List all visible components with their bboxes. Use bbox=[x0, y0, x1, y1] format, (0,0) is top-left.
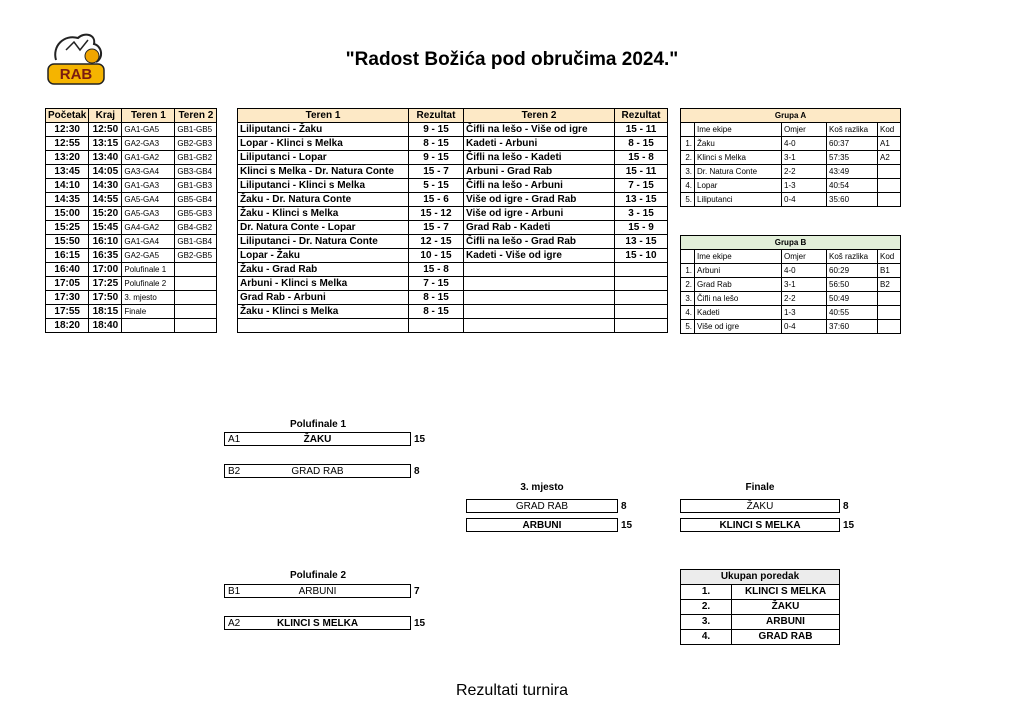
place: 2. bbox=[681, 600, 732, 615]
final-top-score: 8 bbox=[843, 501, 849, 512]
semifinal-2-top-score: 7 bbox=[414, 586, 420, 597]
court1-result: 9 - 15 bbox=[409, 123, 464, 137]
court2-result bbox=[615, 263, 668, 277]
group-a-header-code: Kod bbox=[878, 123, 901, 137]
team-name: GRAD RAB bbox=[515, 501, 569, 512]
results-row bbox=[238, 193, 668, 207]
start-time: 13:20 bbox=[46, 151, 89, 165]
court2-match: Čifli na lešo - Više od igre bbox=[464, 123, 615, 137]
schedule-row bbox=[46, 221, 217, 235]
qualification-code bbox=[878, 165, 901, 179]
overall-standings-table bbox=[680, 569, 840, 645]
court2-result: 15 - 11 bbox=[615, 165, 668, 179]
group-a-header-team: Ime ekipe bbox=[695, 123, 782, 137]
footer-caption: Rezultati turnira bbox=[455, 682, 569, 699]
court1-result: 10 - 15 bbox=[409, 249, 464, 263]
team-code: A2 bbox=[228, 618, 241, 629]
team-name: ARBUNI bbox=[732, 615, 840, 630]
court2-match: Kadeti - Arbuni bbox=[464, 137, 615, 151]
third-place-title: 3. mjesto bbox=[520, 482, 564, 493]
results-row bbox=[238, 277, 668, 291]
header-result1: Rezultat bbox=[409, 109, 464, 123]
group-a-table bbox=[680, 108, 901, 207]
group-b-header-ratio: Omjer bbox=[782, 250, 827, 264]
group-row bbox=[681, 320, 901, 334]
group-a-header-ratio: Omjer bbox=[782, 123, 827, 137]
semifinal-1-bottom-score: 8 bbox=[414, 466, 420, 477]
court1-result: 7 - 15 bbox=[409, 277, 464, 291]
court2-pairing bbox=[175, 263, 217, 277]
court2-pairing: GB1-GB3 bbox=[175, 179, 217, 193]
court1-match: Žaku - Grad Rab bbox=[238, 263, 409, 277]
header-court1-match: Teren 1 bbox=[238, 109, 409, 123]
final-title: Finale bbox=[745, 482, 775, 493]
overall-row bbox=[681, 585, 840, 600]
schedule-row bbox=[46, 235, 217, 249]
overall-row bbox=[681, 630, 840, 645]
court2-pairing: GB2-GB5 bbox=[175, 249, 217, 263]
end-time: 14:55 bbox=[89, 193, 122, 207]
overall-row bbox=[681, 600, 840, 615]
start-time: 15:00 bbox=[46, 207, 89, 221]
group-row bbox=[681, 306, 901, 320]
court2-result: 8 - 15 bbox=[615, 137, 668, 151]
point-difference: 37:60 bbox=[827, 320, 878, 334]
start-time: 15:50 bbox=[46, 235, 89, 249]
court1-match: Liliputanci - Lopar bbox=[238, 151, 409, 165]
team-name: ŽAKU bbox=[732, 600, 840, 615]
court1-pairing bbox=[122, 319, 175, 333]
court2-pairing: GB2-GB3 bbox=[175, 137, 217, 151]
schedule-row bbox=[46, 249, 217, 263]
end-time: 16:10 bbox=[89, 235, 122, 249]
court2-pairing bbox=[175, 305, 217, 319]
court1-pairing: Finale bbox=[122, 305, 175, 319]
court1-match: Lopar - Žaku bbox=[238, 249, 409, 263]
qualification-code bbox=[878, 193, 901, 207]
rank: 4. bbox=[681, 306, 695, 320]
team-name: Grad Rab bbox=[695, 278, 782, 292]
end-time: 18:15 bbox=[89, 305, 122, 319]
team-name: GRAD RAB bbox=[732, 630, 840, 645]
results-row bbox=[238, 165, 668, 179]
rank: 5. bbox=[681, 320, 695, 334]
court2-match bbox=[464, 277, 615, 291]
court2-match: Kadeti - Više od igre bbox=[464, 249, 615, 263]
start-time: 14:35 bbox=[46, 193, 89, 207]
court2-result bbox=[615, 319, 668, 333]
third-place-top-team bbox=[466, 499, 618, 513]
overall-row bbox=[681, 615, 840, 630]
court1-pairing: Polufinale 1 bbox=[122, 263, 175, 277]
group-row bbox=[681, 137, 901, 151]
court2-result: 15 - 11 bbox=[615, 123, 668, 137]
end-time: 14:05 bbox=[89, 165, 122, 179]
court2-result: 15 - 9 bbox=[615, 221, 668, 235]
win-loss: 2-2 bbox=[782, 165, 827, 179]
team-name: KLINCI S MELKA bbox=[719, 520, 801, 531]
group-a-title: Grupa A bbox=[681, 109, 901, 123]
court2-result: 13 - 15 bbox=[615, 193, 668, 207]
team-name: ARBUNI bbox=[298, 586, 337, 597]
start-time: 12:55 bbox=[46, 137, 89, 151]
team-name: Lopar bbox=[695, 179, 782, 193]
court2-match: Više od igre - Arbuni bbox=[464, 207, 615, 221]
point-difference: 60:29 bbox=[827, 264, 878, 278]
court1-pairing: GA5-GA4 bbox=[122, 193, 175, 207]
court2-pairing: GB5-GB3 bbox=[175, 207, 217, 221]
rank: 1. bbox=[681, 264, 695, 278]
group-row bbox=[681, 292, 901, 306]
schedule-row bbox=[46, 319, 217, 333]
court2-match: Arbuni - Grad Rab bbox=[464, 165, 615, 179]
start-time: 15:25 bbox=[46, 221, 89, 235]
team-name: Kadeti bbox=[695, 306, 782, 320]
win-loss: 4-0 bbox=[782, 264, 827, 278]
group-b-header-team: Ime ekipe bbox=[695, 250, 782, 264]
court1-pairing: GA5-GA3 bbox=[122, 207, 175, 221]
semifinal-1-title: Polufinale 1 bbox=[289, 419, 347, 430]
schedule-row bbox=[46, 123, 217, 137]
team-name: Žaku bbox=[695, 137, 782, 151]
schedule-row bbox=[46, 305, 217, 319]
start-time: 14:10 bbox=[46, 179, 89, 193]
page-title: "Radost Božića pod obručima 2024." bbox=[345, 49, 679, 70]
schedule-row bbox=[46, 291, 217, 305]
group-row bbox=[681, 193, 901, 207]
qualification-code: A2 bbox=[878, 151, 901, 165]
header-result2: Rezultat bbox=[615, 109, 668, 123]
header-start: Početak bbox=[46, 109, 89, 123]
semifinal-2-title: Polufinale 2 bbox=[289, 570, 347, 581]
end-time: 15:45 bbox=[89, 221, 122, 235]
court2-match: Čifli na lešo - Kadeti bbox=[464, 151, 615, 165]
court2-pairing bbox=[175, 277, 217, 291]
results-row bbox=[238, 263, 668, 277]
point-difference: 57:35 bbox=[827, 151, 878, 165]
court1-result: 15 - 12 bbox=[409, 207, 464, 221]
point-difference: 40:55 bbox=[827, 306, 878, 320]
court1-pairing: GA1-GA4 bbox=[122, 235, 175, 249]
team-code: A1 bbox=[228, 434, 241, 445]
team-name: Čifli na lešo bbox=[695, 292, 782, 306]
final-bottom-score: 15 bbox=[843, 520, 855, 531]
court1-pairing: GA1-GA3 bbox=[122, 179, 175, 193]
header-court1: Teren 1 bbox=[122, 109, 175, 123]
court2-result: 15 - 10 bbox=[615, 249, 668, 263]
court1-result: 8 - 15 bbox=[409, 291, 464, 305]
court1-result: 8 - 15 bbox=[409, 137, 464, 151]
court2-match: Čifli na lešo - Grad Rab bbox=[464, 235, 615, 249]
place: 4. bbox=[681, 630, 732, 645]
start-time: 18:20 bbox=[46, 319, 89, 333]
results-row bbox=[238, 123, 668, 137]
final-bottom-team bbox=[680, 518, 840, 532]
court2-result: 7 - 15 bbox=[615, 179, 668, 193]
court2-match: Čifli na lešo - Arbuni bbox=[464, 179, 615, 193]
court1-result: 15 - 6 bbox=[409, 193, 464, 207]
court1-match: Liliputanci - Dr. Natura Conte bbox=[238, 235, 409, 249]
schedule-row bbox=[46, 263, 217, 277]
court1-pairing: GA2-GA5 bbox=[122, 249, 175, 263]
schedule-row bbox=[46, 207, 217, 221]
court2-pairing: GB1-GB2 bbox=[175, 151, 217, 165]
end-time: 12:50 bbox=[89, 123, 122, 137]
court2-match bbox=[464, 291, 615, 305]
schedule-row bbox=[46, 193, 217, 207]
court1-pairing: GA4-GA2 bbox=[122, 221, 175, 235]
court2-result bbox=[615, 277, 668, 291]
results-row bbox=[238, 137, 668, 151]
team-name: ARBUNI bbox=[522, 520, 562, 531]
group-a-header-diff: Koš razlika bbox=[827, 123, 878, 137]
team-name: GRAD RAB bbox=[291, 466, 344, 477]
header-court2-match: Teren 2 bbox=[464, 109, 615, 123]
team-name: KLINCI S MELKA bbox=[276, 618, 359, 629]
rank: 2. bbox=[681, 278, 695, 292]
end-time: 13:40 bbox=[89, 151, 122, 165]
header-end: Kraj bbox=[89, 109, 122, 123]
results-row bbox=[238, 291, 668, 305]
court2-pairing: GB4-GB2 bbox=[175, 221, 217, 235]
qualification-code bbox=[878, 179, 901, 193]
team-name: ŽAKU bbox=[303, 434, 332, 445]
court1-match: Liliputanci - Žaku bbox=[238, 123, 409, 137]
qualification-code: A1 bbox=[878, 137, 901, 151]
schedule-row bbox=[46, 165, 217, 179]
court1-result: 15 - 7 bbox=[409, 221, 464, 235]
qualification-code bbox=[878, 320, 901, 334]
team-name: ŽAKU bbox=[746, 501, 774, 512]
semifinal-2-bottom-score: 15 bbox=[414, 618, 426, 629]
end-time: 16:35 bbox=[89, 249, 122, 263]
team-code: B1 bbox=[228, 586, 241, 597]
team-name: Arbuni bbox=[695, 264, 782, 278]
end-time: 14:30 bbox=[89, 179, 122, 193]
schedule-row bbox=[46, 179, 217, 193]
semifinal-1-bottom-team bbox=[224, 464, 411, 478]
semifinal-1-top-team bbox=[224, 432, 411, 446]
court1-result: 8 - 15 bbox=[409, 305, 464, 319]
court1-result: 15 - 7 bbox=[409, 165, 464, 179]
group-b-title: Grupa B bbox=[681, 236, 901, 250]
point-difference: 56:50 bbox=[827, 278, 878, 292]
court2-match bbox=[464, 305, 615, 319]
svg-text:RAB: RAB bbox=[59, 66, 93, 83]
court1-match: Liliputanci - Klinci s Melka bbox=[238, 179, 409, 193]
win-loss: 3-1 bbox=[782, 151, 827, 165]
third-place-bottom-team bbox=[466, 518, 618, 532]
results-row bbox=[238, 179, 668, 193]
results-row bbox=[238, 305, 668, 319]
rank: 3. bbox=[681, 292, 695, 306]
court1-pairing: GA1-GA5 bbox=[122, 123, 175, 137]
group-b-header-diff: Koš razlika bbox=[827, 250, 878, 264]
court2-match bbox=[464, 319, 615, 333]
end-time: 17:50 bbox=[89, 291, 122, 305]
court1-match: Klinci s Melka - Dr. Natura Conte bbox=[238, 165, 409, 179]
court2-pairing: GB1-GB5 bbox=[175, 123, 217, 137]
rank: 2. bbox=[681, 151, 695, 165]
place: 3. bbox=[681, 615, 732, 630]
court2-match bbox=[464, 263, 615, 277]
win-loss: 1-3 bbox=[782, 306, 827, 320]
win-loss: 2-2 bbox=[782, 292, 827, 306]
court1-match: Grad Rab - Arbuni bbox=[238, 291, 409, 305]
team-code: B2 bbox=[228, 466, 241, 477]
win-loss: 4-0 bbox=[782, 137, 827, 151]
start-time: 17:55 bbox=[46, 305, 89, 319]
win-loss: 1-3 bbox=[782, 179, 827, 193]
team-name: Liliputanci bbox=[695, 193, 782, 207]
group-row bbox=[681, 179, 901, 193]
end-time: 17:00 bbox=[89, 263, 122, 277]
court1-match: Arbuni - Klinci s Melka bbox=[238, 277, 409, 291]
court2-pairing: GB1-GB4 bbox=[175, 235, 217, 249]
schedule-row bbox=[46, 277, 217, 291]
team-name: Dr. Natura Conte bbox=[695, 165, 782, 179]
group-row bbox=[681, 151, 901, 165]
rank: 5. bbox=[681, 193, 695, 207]
court2-result bbox=[615, 291, 668, 305]
point-difference: 43:49 bbox=[827, 165, 878, 179]
court2-pairing bbox=[175, 291, 217, 305]
group-b-header-rank bbox=[681, 250, 695, 264]
win-loss: 3-1 bbox=[782, 278, 827, 292]
win-loss: 0-4 bbox=[782, 193, 827, 207]
point-difference: 40:54 bbox=[827, 179, 878, 193]
court2-result bbox=[615, 305, 668, 319]
third-place-top-score: 8 bbox=[621, 501, 627, 512]
header-court2: Teren 2 bbox=[175, 109, 217, 123]
team-name: KLINCI S MELKA bbox=[732, 585, 840, 600]
court1-result: 5 - 15 bbox=[409, 179, 464, 193]
court1-match bbox=[238, 319, 409, 333]
results-row bbox=[238, 235, 668, 249]
team-name: Više od igre bbox=[695, 320, 782, 334]
semifinal-2-top-team bbox=[224, 584, 411, 598]
court1-result: 15 - 8 bbox=[409, 263, 464, 277]
results-row bbox=[238, 207, 668, 221]
court2-result: 3 - 15 bbox=[615, 207, 668, 221]
results-row bbox=[238, 151, 668, 165]
point-difference: 35:60 bbox=[827, 193, 878, 207]
court1-pairing: 3. mjesto bbox=[122, 291, 175, 305]
third-place-bottom-score: 15 bbox=[621, 520, 633, 531]
court1-result: 9 - 15 bbox=[409, 151, 464, 165]
qualification-code: B2 bbox=[878, 278, 901, 292]
start-time: 17:05 bbox=[46, 277, 89, 291]
court2-match: Više od igre - Grad Rab bbox=[464, 193, 615, 207]
start-time: 17:30 bbox=[46, 291, 89, 305]
start-time: 12:30 bbox=[46, 123, 89, 137]
court2-pairing: GB3-GB4 bbox=[175, 165, 217, 179]
rank: 3. bbox=[681, 165, 695, 179]
court2-match: Grad Rab - Kadeti bbox=[464, 221, 615, 235]
rank: 1. bbox=[681, 137, 695, 151]
start-time: 13:45 bbox=[46, 165, 89, 179]
court1-pairing: GA1-GA2 bbox=[122, 151, 175, 165]
court2-result: 13 - 15 bbox=[615, 235, 668, 249]
group-row bbox=[681, 278, 901, 292]
point-difference: 60:37 bbox=[827, 137, 878, 151]
court2-pairing bbox=[175, 319, 217, 333]
end-time: 13:15 bbox=[89, 137, 122, 151]
semifinal-2-bottom-team bbox=[224, 616, 411, 630]
group-row bbox=[681, 264, 901, 278]
court1-match: Žaku - Klinci s Melka bbox=[238, 305, 409, 319]
court1-result bbox=[409, 319, 464, 333]
group-b-header-code: Kod bbox=[878, 250, 901, 264]
start-time: 16:15 bbox=[46, 249, 89, 263]
results-row bbox=[238, 249, 668, 263]
court1-result: 12 - 15 bbox=[409, 235, 464, 249]
end-time: 15:20 bbox=[89, 207, 122, 221]
rab-logo bbox=[44, 28, 114, 88]
qualification-code: B1 bbox=[878, 264, 901, 278]
court2-pairing: GB5-GB4 bbox=[175, 193, 217, 207]
end-time: 17:25 bbox=[89, 277, 122, 291]
place: 1. bbox=[681, 585, 732, 600]
final-top-team bbox=[680, 499, 840, 513]
end-time: 18:40 bbox=[89, 319, 122, 333]
rank: 4. bbox=[681, 179, 695, 193]
results-table bbox=[237, 108, 668, 333]
group-row bbox=[681, 165, 901, 179]
court1-match: Lopar - Klinci s Melka bbox=[238, 137, 409, 151]
court2-result: 15 - 8 bbox=[615, 151, 668, 165]
win-loss: 0-4 bbox=[782, 320, 827, 334]
results-row bbox=[238, 319, 668, 333]
schedule-row bbox=[46, 151, 217, 165]
semifinal-1-top-score: 15 bbox=[414, 434, 426, 445]
results-row bbox=[238, 221, 668, 235]
qualification-code bbox=[878, 292, 901, 306]
schedule-row bbox=[46, 137, 217, 151]
court1-match: Dr. Natura Conte - Lopar bbox=[238, 221, 409, 235]
court1-pairing: GA3-GA4 bbox=[122, 165, 175, 179]
point-difference: 50:49 bbox=[827, 292, 878, 306]
start-time: 16:40 bbox=[46, 263, 89, 277]
qualification-code bbox=[878, 306, 901, 320]
overall-title: Ukupan poredak bbox=[681, 570, 840, 585]
court1-match: Žaku - Dr. Natura Conte bbox=[238, 193, 409, 207]
court1-match: Žaku - Klinci s Melka bbox=[238, 207, 409, 221]
group-b-table bbox=[680, 235, 901, 334]
schedule-table bbox=[45, 108, 217, 333]
group-a-header-rank bbox=[681, 123, 695, 137]
team-name: Klinci s Melka bbox=[695, 151, 782, 165]
court1-pairing: GA2-GA3 bbox=[122, 137, 175, 151]
court1-pairing: Polufinale 2 bbox=[122, 277, 175, 291]
